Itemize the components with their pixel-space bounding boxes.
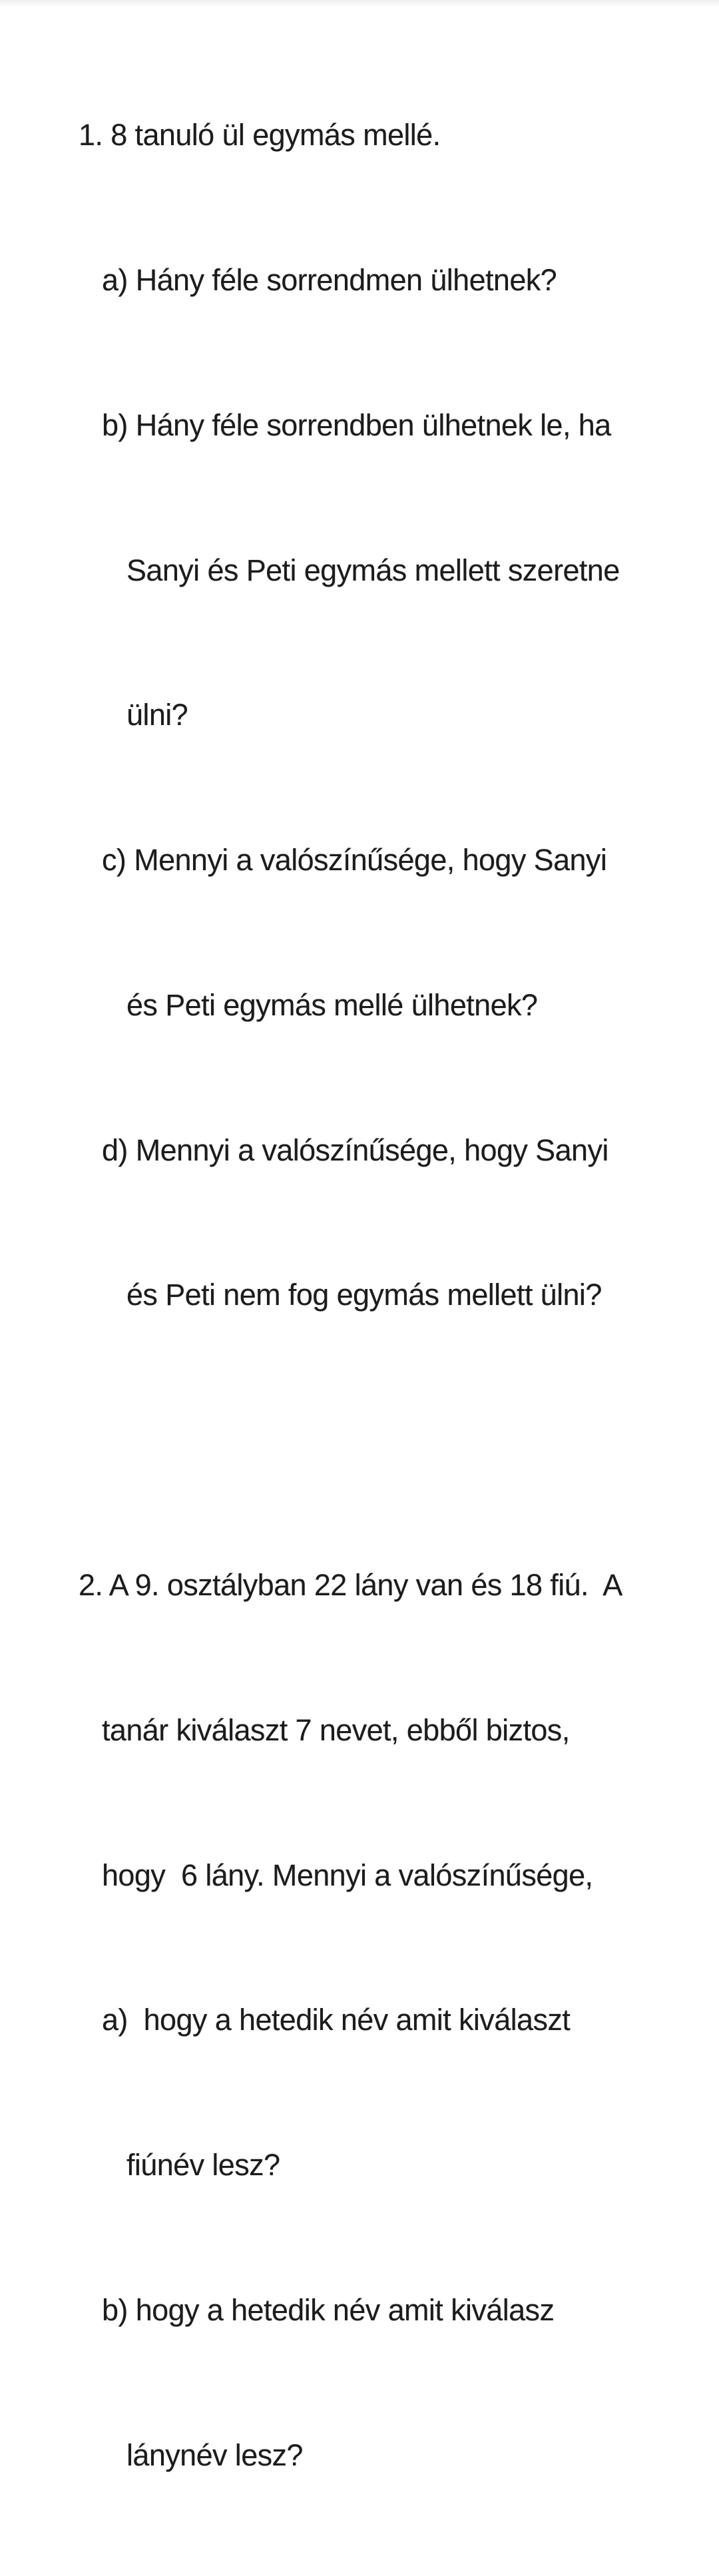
problem-text-block	[0, 15, 719, 2576]
problem-1-item-a: a) Hány féle sorrendmen ülhetnek?	[102, 262, 557, 297]
problem-2-item-b-line-2: lánynév lesz?	[126, 2438, 303, 2472]
problem-1-item-c-line-1: c) Mennyi a valószínűsége, hogy Sanyi	[102, 843, 607, 878]
top-edge-shadow	[0, 0, 719, 7]
problem-2-intro-line-2: tanár kiválaszt 7 nevet, ebből biztos,	[102, 1712, 570, 1747]
problem-2-item-a-line-2: fiúnév lesz?	[126, 2148, 280, 2183]
problem-2-intro-line-1: 2. A 9. osztályban 22 lány van és 18 fiú. A	[79, 1568, 622, 1602]
problem-1-item-d-line-1: d) Mennyi a valószínűsége, hogy Sanyi	[102, 1133, 608, 1167]
problem-1-intro: 1. 8 tanuló ül egymás mellé.	[79, 118, 441, 152]
problem-2-intro-line-3: hogy 6 lány. Mennyi a valószínűsége,	[102, 1858, 593, 1892]
problem-1-item-b-line-1: b) Hány féle sorrendben ülhetnek le, ha	[102, 407, 611, 442]
problem-1-item-c-line-2: és Peti egymás mellé ülhetnek?	[126, 987, 538, 1022]
paragraph-gap	[0, 1416, 719, 1465]
problem-2-item-b-line-1: b) hogy a hetedik név amit kiválasz	[102, 2292, 555, 2327]
problem-1-item-b-line-3: ülni?	[126, 698, 188, 732]
problem-2-item-a-line-1: a) hogy a hetedik név amit kiválaszt	[102, 2003, 571, 2037]
problem-1-item-b-line-2: Sanyi és Peti egymás mellett szeretne	[126, 553, 620, 587]
problem-1-item-d-line-2: és Peti nem fog egymás mellett ülni?	[126, 1278, 602, 1312]
